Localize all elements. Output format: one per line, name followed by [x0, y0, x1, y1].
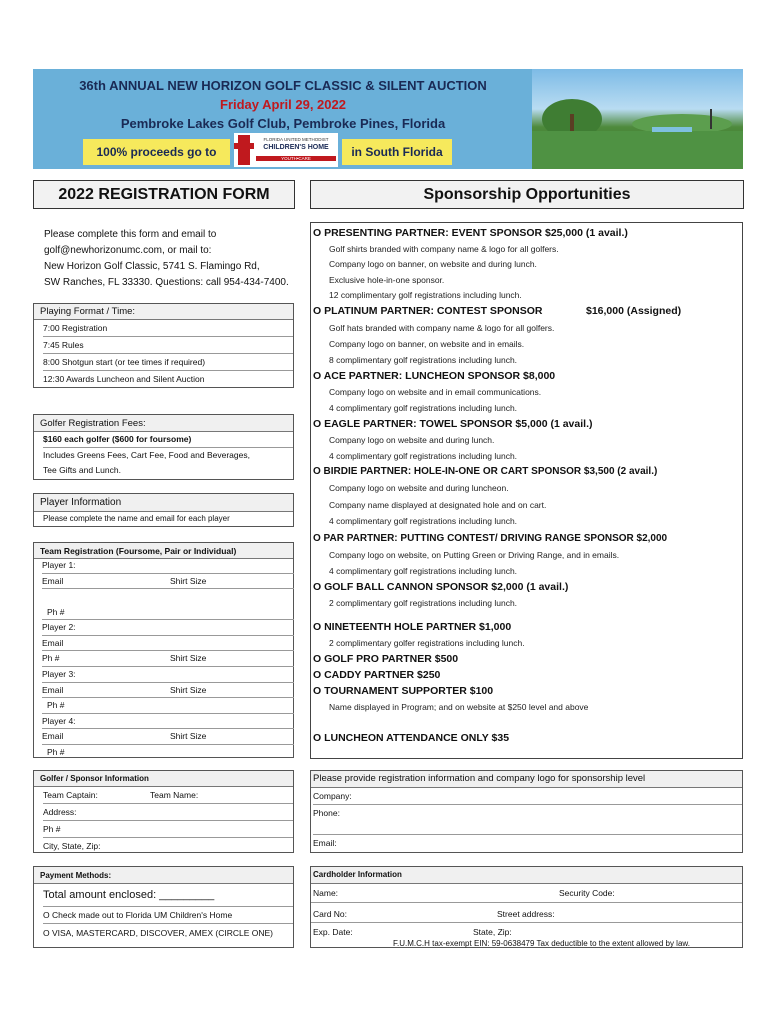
golfer-sponsor-heading: Golfer / Sponsor Information — [34, 771, 293, 787]
sponsor-benefit: Company name displayed at designated hole and on cart. — [329, 499, 547, 510]
security-code-label: Security Code: — [559, 888, 615, 898]
fees-includes: Includes Greens Fees, Cart Fee, Food and Beverages, — [43, 450, 250, 460]
fees-heading: Golfer Registration Fees: — [34, 415, 293, 432]
player-information-section — [33, 493, 294, 527]
sponsor-benefit: 4 complimentary golf registrations including lunch. — [329, 403, 518, 414]
logo-line1: FLORIDA UNITED METHODIST — [263, 137, 329, 142]
name-field[interactable] — [311, 884, 742, 903]
presenting-partner-option[interactable]: O PRESENTING PARTNER: EVENT SPONSOR $25,000 (1 avail.) — [313, 227, 628, 239]
shirt-size-label: Shirt Size — [170, 684, 207, 695]
header-date: Friday April 29, 2022 — [220, 97, 346, 112]
team-heading: Team Registration (Foursome, Pair or Individual) — [34, 543, 293, 559]
sponsor-benefit: Golf shirts branded with company name & logo for all golfers. — [329, 244, 559, 254]
playing-format-heading: Playing Format / Time: — [34, 304, 293, 320]
golf-ball-cannon-option[interactable]: O GOLF BALL CANNON SPONSOR $2,000 (1 avail.) — [313, 580, 569, 593]
sponsorship-title: Sponsorship Opportunities — [310, 180, 744, 209]
company-field[interactable] — [313, 788, 742, 805]
sponsor-benefit: Company logo on banner, on website and in emails. — [329, 339, 525, 350]
phone-field[interactable] — [313, 805, 742, 835]
golfer-fees-section — [33, 414, 294, 480]
logo-line3: YOUTH•CARE — [256, 156, 336, 161]
shirt-size-label: Shirt Size — [170, 653, 207, 664]
player4-label: Player 4: — [42, 715, 76, 726]
header-location: Pembroke Lakes Golf Club, Pembroke Pines, Florida — [120, 116, 446, 131]
email-field[interactable] — [313, 835, 742, 851]
email-label: Email — [42, 731, 64, 742]
player1-field[interactable] — [42, 558, 294, 574]
city-state-zip-field[interactable] — [43, 838, 293, 854]
player4-email-field[interactable] — [42, 729, 294, 745]
card-number-field[interactable] — [311, 903, 742, 923]
player-info-heading: Player Information — [34, 494, 293, 512]
golf-pro-option[interactable]: O GOLF PRO PARTNER $500 — [313, 652, 459, 665]
par-partner-option[interactable]: O PAR PARTNER: PUTTING CONTEST/ DRIVING RANGE SPONSOR $2,000 — [313, 532, 668, 544]
name-label: Name: — [313, 888, 339, 898]
total-amount-field[interactable]: Total amount enclosed: _________ — [43, 884, 293, 907]
birdie-partner-option[interactable]: O BIRDIE PARTNER: HOLE-IN-ONE OR CART SPONSOR $3,500 (2 avail.) — [313, 466, 658, 478]
phone-label: Ph # — [47, 700, 65, 711]
sponsor-benefit: Golf hats branded with company name & logo for all golfers. — [329, 323, 555, 334]
platinum-amount: $16,000 (Assigned) — [586, 305, 682, 318]
logo-line2: CHILDREN'S HOME — [263, 144, 329, 151]
format-item: 8:00 Shotgun start (or tee times if required) — [43, 354, 293, 371]
player3-email-field[interactable] — [42, 683, 294, 699]
format-item: 12:30 Awards Luncheon and Silent Auction — [43, 374, 205, 384]
player1-email-field[interactable] — [42, 574, 294, 590]
sponsor-benefit: Name displayed in Program; and on website at $250 level and above — [329, 701, 589, 712]
sponsor-benefit: 4 complimentary golf registrations including lunch. — [329, 451, 518, 462]
luncheon-attendance-option[interactable]: O LUNCHEON ATTENDANCE ONLY $35 — [313, 731, 510, 744]
player1-phone-field[interactable] — [42, 589, 294, 620]
exp-date-field[interactable] — [311, 923, 742, 937]
fees-price: $160 each golfer ($600 for foursome) — [43, 432, 293, 448]
player1-label: Player 1: — [42, 560, 76, 570]
email-label: Email: — [313, 838, 337, 848]
platinum-title: O PLATINUM PARTNER: CONTEST SPONSOR — [313, 305, 543, 318]
sponsor-benefit: 4 complimentary golf registrations including lunch. — [329, 516, 518, 527]
shirt-size-label: Shirt Size — [170, 731, 207, 742]
phone-label: Ph # — [42, 653, 60, 664]
platinum-partner-option[interactable] — [313, 303, 743, 320]
payment-heading: Payment Methods: — [34, 867, 293, 884]
phone-label: Ph # — [47, 607, 65, 618]
email-label: Email — [42, 575, 64, 586]
sponsor-benefit: Company logo on website, on Putting Green or Driving Range, and in emails. — [329, 549, 620, 560]
email-label: Email — [42, 684, 64, 695]
player3-field[interactable] — [42, 667, 294, 683]
shirt-size-label: Shirt Size — [170, 575, 207, 586]
sponsor-benefit: Company logo on banner, on website and during lunch. — [329, 259, 537, 270]
intro-line3: New Horizon Golf Classic, 5741 S. Flamingo Rd, — [44, 261, 260, 272]
sponsor-benefit: Company logo on website and during luncheon. — [329, 483, 509, 494]
cardholder-heading: Cardholder Information — [311, 867, 742, 884]
player2-phone-field[interactable] — [42, 651, 294, 667]
header-title: 36th ANNUAL NEW HORIZON GOLF CLASSIC & SILENT AUCTION — [79, 78, 487, 93]
card-option[interactable]: O VISA, MASTERCARD, DISCOVER, AMEX (CIRCLE ONE) — [43, 928, 274, 938]
check-option[interactable]: O Check made out to Florida UM Children's Home — [43, 907, 293, 924]
city-label: City, State, Zip: — [43, 841, 101, 851]
sponsor-info-heading: Please provide registration information and company logo for sponsorship level — [311, 771, 742, 788]
tournament-supporter-option[interactable]: O TOURNAMENT SUPPORTER $100 — [313, 684, 494, 697]
phone-field[interactable] — [43, 821, 293, 838]
address-field[interactable] — [43, 804, 293, 821]
sponsor-benefit: 12 complimentary golf registrations including lunch. — [329, 289, 522, 300]
sponsor-benefit: 4 complimentary golf registrations including lunch. — [329, 565, 518, 576]
childrens-home-logo — [234, 133, 338, 167]
sponsor-benefit: Company logo on website and during lunch. — [329, 435, 495, 446]
email-label: Email — [42, 637, 64, 648]
player4-field[interactable] — [42, 714, 294, 730]
player4-phone-field[interactable] — [42, 745, 294, 761]
phone-label: Ph # — [47, 746, 65, 757]
sponsor-benefit: Company logo on website and in email communications. — [329, 387, 542, 398]
phone-label: Phone: — [313, 808, 340, 818]
ace-partner-option[interactable]: O ACE PARTNER: LUNCHEON SPONSOR $8,000 — [313, 370, 556, 383]
player3-label: Player 3: — [42, 668, 76, 679]
proceeds-label: 100% proceeds go to — [83, 139, 230, 165]
exp-date-label: Exp. Date: — [313, 927, 353, 937]
intro-email[interactable]: golf@newhorizonumc.com, or mail to: — [44, 245, 212, 256]
cardholder-section — [310, 866, 743, 948]
phone-label: Ph # — [43, 824, 61, 834]
captain-label: Team Captain: — [43, 790, 98, 800]
street-address-label: Street address: — [497, 909, 555, 919]
in-south-florida-label: in South Florida — [342, 139, 452, 165]
team-fields — [42, 558, 294, 761]
state-zip-label: State, Zip: — [473, 927, 512, 937]
golfer-sponsor-info-section — [33, 770, 294, 853]
intro-line4: SW Ranches, FL 33330. Questions: call 954-434-7400. — [44, 277, 289, 288]
format-item: 7:45 Rules — [43, 337, 293, 354]
company-label: Company: — [313, 791, 352, 801]
format-item: 7:00 Registration — [43, 320, 293, 337]
sponsor-benefit: 8 complimentary golf registrations including lunch. — [329, 355, 518, 366]
intro-line1: Please complete this form and email to — [44, 229, 217, 240]
registration-intro — [44, 227, 304, 291]
sponsor-benefit: Exclusive hole-in-one sponsor. — [329, 274, 445, 285]
player-info-sub: Please complete the name and email for each player — [43, 514, 230, 523]
tax-exempt-note: F.U.M.C.H tax-exempt EIN: 59-0638479 Tax deductible to the extent allowed by law. — [393, 939, 690, 948]
registration-form-title: 2022 REGISTRATION FORM — [33, 180, 295, 209]
address-label: Address: — [43, 807, 77, 817]
playing-format-section — [33, 303, 294, 388]
sponsor-benefit: 2 complimentary golfer registrations including lunch. — [329, 637, 525, 648]
golf-course-icon — [532, 69, 743, 169]
player2-field[interactable] — [42, 620, 294, 636]
player3-phone-field[interactable] — [42, 698, 294, 714]
fees-includes-2: Tee Gifts and Lunch. — [43, 465, 121, 475]
card-number-label: Card No: — [313, 909, 348, 919]
caddy-partner-option[interactable]: O CADDY PARTNER $250 — [313, 668, 441, 681]
sponsorship-list — [313, 224, 743, 746]
nineteenth-hole-option[interactable]: O NINETEENTH HOLE PARTNER $1,000 — [313, 620, 512, 633]
team-captain-field[interactable] — [43, 787, 293, 804]
payment-methods-section — [33, 866, 294, 948]
sponsor-benefit: 2 complimentary golf registrations including lunch. — [329, 597, 518, 608]
player2-email-field[interactable] — [42, 636, 294, 652]
sponsor-info-section — [310, 770, 743, 853]
eagle-partner-option[interactable]: O EAGLE PARTNER: TOWEL SPONSOR $5,000 (1 avail.) — [313, 418, 593, 431]
player2-label: Player 2: — [42, 622, 76, 633]
golf-course-photo — [532, 69, 743, 169]
team-name-label: Team Name: — [150, 790, 199, 800]
